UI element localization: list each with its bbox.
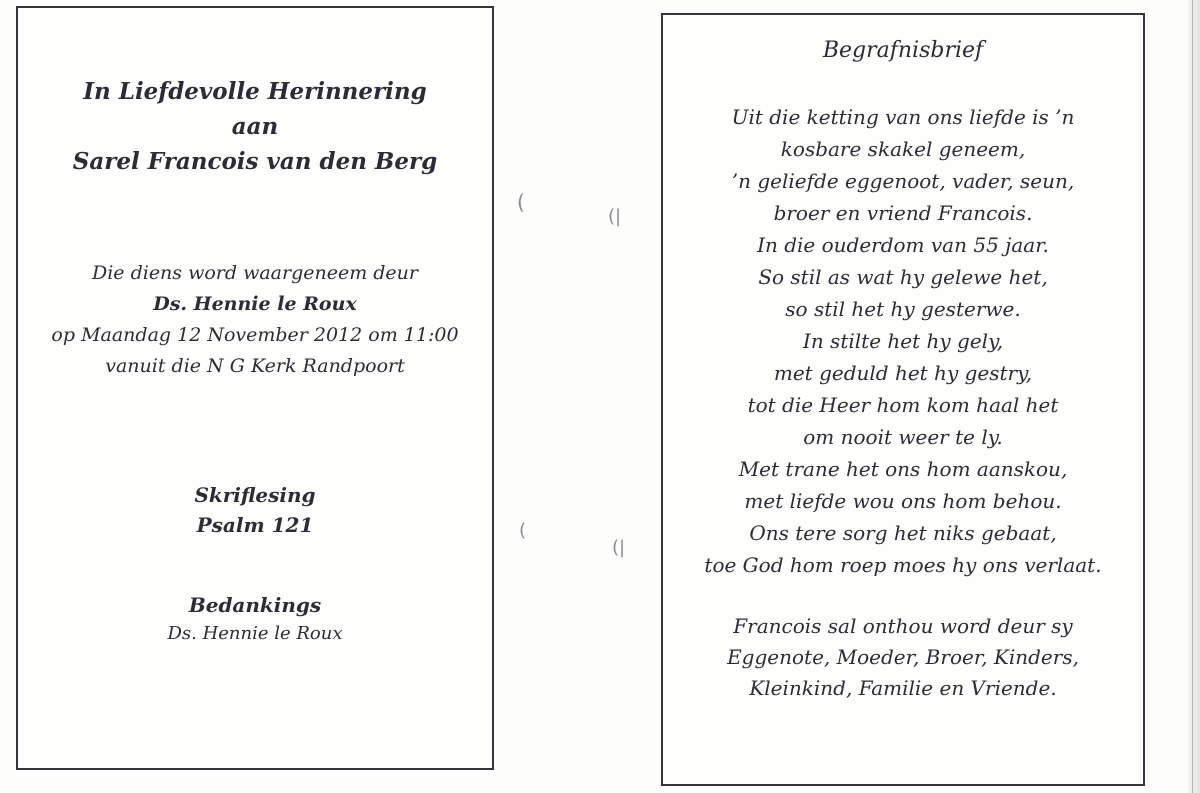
poem-line: In die ouderdom van 55 jaar. (757, 233, 1049, 257)
service-intro: Die diens word waargeneem deur (91, 262, 418, 284)
closing-line: Kleinkind, Familie en Vriende. (749, 676, 1057, 700)
binding-hole-mark: (| (612, 537, 626, 558)
thanks-value: Ds. Hennie le Roux (167, 623, 343, 644)
poem-line: met liefde wou ons hom behou. (744, 489, 1062, 513)
binding-hole-mark: (| (608, 206, 622, 227)
poem-line: tot die Heer hom kom haal het (747, 393, 1059, 417)
reading-heading: Skriflesing (194, 483, 316, 507)
poem-title: Begrafnisbrief (822, 38, 984, 63)
service-details (18, 258, 492, 382)
thanks-heading: Bedankings (188, 593, 322, 617)
poem-line: so stil het hy gesterwe. (785, 297, 1021, 321)
poem-body (663, 101, 1143, 581)
reading-value: Psalm 121 (196, 513, 314, 537)
poem-line: toe God hom roep moes hy ons verlaat. (704, 553, 1102, 577)
closing-text (663, 611, 1143, 704)
poem-line: In stilte het hy gely, (802, 329, 1004, 353)
poem-line: kosbare skakel geneem, (780, 137, 1026, 161)
poem-line: om nooit weer te ly. (803, 425, 1003, 449)
service-venue: vanuit die N G Kerk Randpoort (105, 355, 405, 377)
scan-edge-shadow (1188, 0, 1200, 793)
poem-line: met geduld het hy gestry, (773, 361, 1033, 385)
poem-line: broer en vriend Francois. (773, 201, 1033, 225)
memorial-card-right (661, 13, 1145, 786)
binding-hole-mark: ( (517, 190, 525, 214)
reading-section (18, 480, 492, 540)
thanks-section (18, 590, 492, 648)
poem-line: ’n geliefde eggenoot, vader, seun, (731, 169, 1075, 193)
binding-hole-mark: ( (519, 520, 527, 541)
service-date: op Maandag 12 November 2012 om 11:00 (51, 324, 459, 346)
poem-line: So stil as wat hy gelewe het, (758, 265, 1048, 289)
poem-line: Ons tere sorg het niks gebaat, (749, 521, 1057, 545)
title-line-2: aan (231, 113, 279, 140)
service-officiant: Ds. Hennie le Roux (153, 293, 357, 315)
memorial-title (18, 74, 492, 179)
title-line-3: Sarel Francois van den Berg (72, 148, 438, 175)
scan-edge-line (1192, 0, 1193, 793)
closing-line: Eggenote, Moeder, Broer, Kinders, (727, 645, 1079, 669)
title-line-1: In Liefdevolle Herinnering (83, 78, 427, 105)
memorial-card-left (16, 6, 494, 770)
poem-line: Met trane het ons hom aanskou, (738, 457, 1068, 481)
closing-line: Francois sal onthou word deur sy (733, 614, 1073, 638)
poem-line: Uit die ketting van ons liefde is ’n (731, 105, 1075, 129)
